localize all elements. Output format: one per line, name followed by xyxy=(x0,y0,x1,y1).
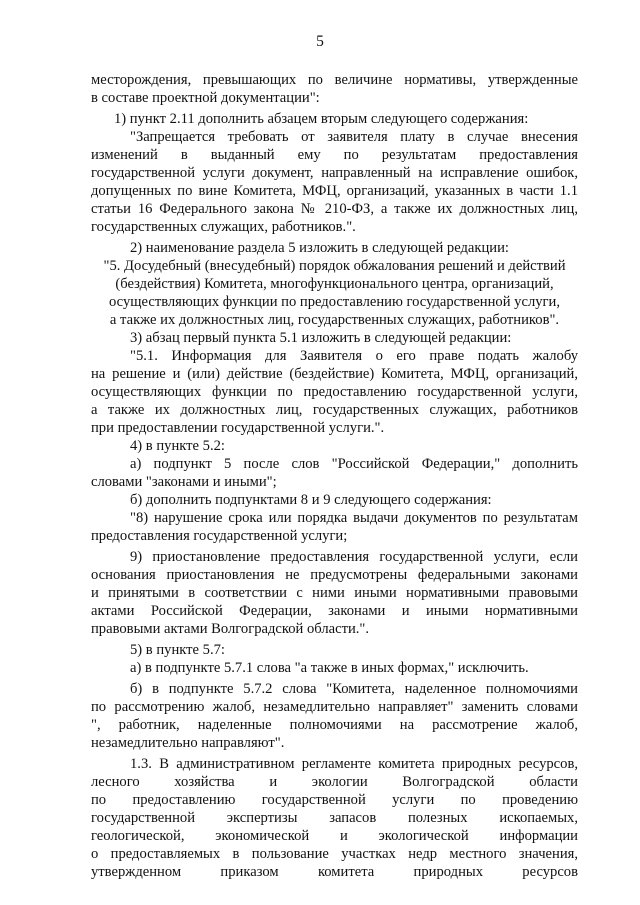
text-line: а также их должностных лиц, государственных служащих, работников". xyxy=(109,312,560,328)
text-line: осуществляющих функции по предоставлению государственной услуги, xyxy=(91,384,578,400)
text-line: "5. Досудебный (внесудебный) порядок обжалования решений и действий xyxy=(103,258,566,274)
text-line: словами "законами и иными"; xyxy=(91,474,277,490)
text-line: лесного хозяйства и экологии Волгоградской области xyxy=(91,774,578,790)
text-line: о предоставляемых в пользование участках недр местного значения, xyxy=(91,846,578,862)
text-line: 2) наименование раздела 5 изложить в следующей редакции: xyxy=(130,240,509,256)
text-line: ", работник, наделенные полномочиями на рассмотрение жалоб, xyxy=(91,717,578,733)
text-line: предоставления государственной услуги; xyxy=(91,528,348,544)
text-line: статьи 16 Федерального закона № 210-ФЗ, а также их должностных лиц, xyxy=(91,201,578,217)
text-line: 1) пункт 2.11 дополнить абзацем вторым следующего содержания: xyxy=(114,111,529,127)
text-line: допущенных по вине Комитета, МФЦ, организаций, указанных в части 1.1 xyxy=(91,183,578,199)
text-line: актами Российской Федерации, законами и иными нормативными xyxy=(91,603,578,619)
text-line: утвержденном приказом комитета природных ресурсов xyxy=(91,864,578,880)
text-line: 5) в пункте 5.7: xyxy=(130,642,225,658)
text-line: 3) абзац первый пункта 5.1 изложить в следующей редакции: xyxy=(130,330,512,346)
text-line: б) дополнить подпунктами 8 и 9 следующего содержания: xyxy=(130,492,492,508)
text-line: месторождения, превышающих по величине нормативы, утвержденные xyxy=(91,72,578,88)
text-line: и принятыми в соответствии с ними иными нормативными правовыми xyxy=(91,585,578,601)
text-line: а) в подпункте 5.7.1 слова "а также в иных формах," исключить. xyxy=(130,660,529,676)
text-line: (бездействия) Комитета, многофункционального центра, организаций, xyxy=(115,276,554,292)
text-line: "8) нарушение срока или порядка выдачи документов по результатам xyxy=(130,510,578,526)
text-line: правовыми актами Волгоградской области.". xyxy=(91,621,370,637)
text-line: государственных служащих, работников.". xyxy=(91,219,356,235)
document-body xyxy=(91,71,578,881)
text-line: на решение и (или) действие (бездействие) Комитета, МФЦ, организаций, xyxy=(91,366,578,382)
text-line: при предоставлении государственной услуги.". xyxy=(91,420,385,436)
text-line: государственной экспертизы запасов полезных ископаемых, xyxy=(91,810,578,826)
text-line: 4) в пункте 5.2: xyxy=(130,438,225,454)
text-line: государственной услуги документ, направленный на исправление ошибок, xyxy=(91,165,578,181)
text-line: по предоставлению государственной услуги по проведению xyxy=(91,792,578,808)
text-line: а также их должностных лиц, государственных служащих, работников xyxy=(91,402,578,418)
text-line: изменений в выданный ему по результатам предоставления xyxy=(91,147,578,163)
text-line: а) подпункт 5 после слов "Российской Федерации," дополнить xyxy=(130,456,578,472)
text-line: 9) приостановление предоставления государственной услуги, если xyxy=(130,549,578,565)
text-line: в составе проектной документации": xyxy=(91,90,320,106)
text-line: "Запрещается требовать от заявителя плату в случае внесения xyxy=(130,129,578,145)
text-line: 1.3. В административном регламенте комитета природных ресурсов, xyxy=(130,756,578,772)
text-line: незамедлительно направляют". xyxy=(91,735,285,751)
text-line: по рассмотрению жалоб, незамедлительно направляет" заменить словами xyxy=(91,699,578,715)
text-line: осуществляющих функции по предоставлению государственной услуги, xyxy=(109,294,560,310)
text-line: геологической, экономической и экологической информации xyxy=(91,828,578,844)
page-number: 5 xyxy=(316,33,324,50)
text-line: "5.1. Информация для Заявителя о его праве подать жалобу xyxy=(130,348,578,364)
text-line: основания приостановления не предусмотрены федеральными законами xyxy=(91,567,578,583)
text-line: б) в подпункте 5.7.2 слова "Комитета, наделенное полномочиями xyxy=(130,681,578,697)
